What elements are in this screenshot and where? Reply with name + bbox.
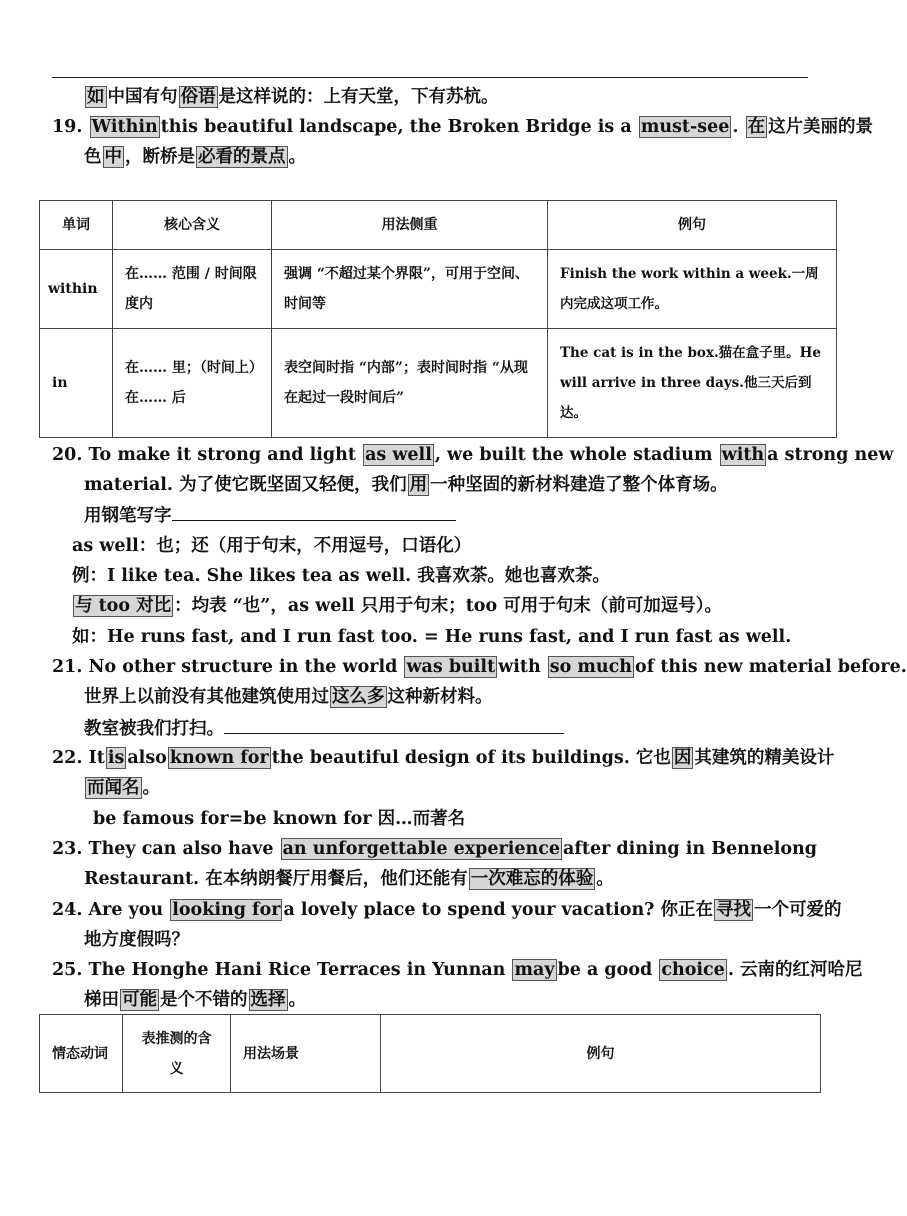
text: 例：I like tea. She likes tea as well. 我喜欢茶。她也喜欢茶。	[72, 566, 610, 586]
text: 。	[142, 778, 160, 798]
table-cell: 在…… 里；（时间上）在…… 后	[113, 329, 272, 438]
highlight: 一次难忘的体验	[470, 869, 594, 889]
text: 是个不错的	[160, 990, 248, 1010]
text: 地方度假吗？	[84, 930, 189, 950]
table-header-row	[40, 1015, 821, 1093]
highlight: known for	[169, 748, 269, 768]
header-cell: 情态动词	[40, 1015, 123, 1093]
text: material. 为了使它既坚固又轻便，我们	[84, 475, 407, 495]
header-cell: 用法场景	[231, 1015, 381, 1093]
note-example-2	[72, 624, 791, 650]
highlight: so much	[549, 657, 633, 677]
note-comparison	[72, 593, 722, 619]
text: 色	[84, 147, 102, 167]
item-number: 23.	[52, 839, 83, 859]
highlight: looking for	[172, 900, 281, 920]
highlight: with	[721, 445, 765, 465]
text: 。	[596, 869, 614, 889]
text: 。	[288, 147, 306, 167]
text: 一种坚固的新材料建造了整个体育场。	[430, 475, 728, 495]
note-as-well	[72, 533, 471, 559]
table-row	[40, 250, 837, 329]
text: 是这样说的：上有天堂，下有苏杭。	[218, 87, 499, 107]
highlight: 俗语	[180, 87, 216, 107]
text: the beautiful design of its buildings. 它也	[271, 748, 671, 768]
item-number: 25.	[52, 960, 83, 980]
highlight: was built	[406, 657, 496, 677]
text: , we built the whole stadium	[434, 445, 713, 465]
exercise-blank-line	[84, 502, 456, 529]
text: 如：He runs fast, and I run fast too. = He runs fast, and I run fast as well.	[72, 627, 792, 647]
sentence-23	[52, 836, 817, 862]
text: To make it strong and light	[88, 445, 356, 465]
header-cell: 例句	[548, 201, 837, 250]
text: 教室被我们打扫。	[84, 719, 224, 739]
text: ，断桥是	[125, 147, 195, 167]
highlight: 因	[673, 748, 692, 768]
header-cell: 单词	[40, 201, 113, 250]
sentence-19-cont	[84, 144, 306, 170]
table-cell: 强调 “不超过某个界限”，可用于空间、时间等	[272, 250, 548, 329]
highlight: 与 too 对比	[75, 596, 172, 616]
table-cell: in	[40, 329, 113, 438]
sentence-21	[52, 654, 907, 680]
text: 梯田	[84, 990, 119, 1010]
text: this beautiful landscape, the Broken Bridge is a	[160, 117, 632, 137]
sentence-24-cont	[84, 927, 189, 953]
text: after dining in Bennelong	[563, 839, 817, 859]
text: 一个可爱的	[754, 900, 842, 920]
answer-blank[interactable]	[224, 715, 564, 734]
highlight: 寻找	[716, 900, 752, 920]
answer-blank[interactable]	[172, 502, 456, 521]
text: with	[498, 657, 541, 677]
text: 。	[288, 990, 306, 1010]
text: be famous for=be known for 因…而著名	[93, 809, 466, 829]
text: be a good	[557, 960, 653, 980]
text: .	[732, 117, 739, 137]
modal-verbs-table	[39, 1014, 821, 1093]
text: The Honghe Hani Rice Terraces in Yunnan	[88, 960, 506, 980]
text: Are you	[88, 900, 164, 920]
sentence-25	[52, 957, 863, 983]
table-cell: 表空间时指 “内部”；表时间时指 “从现在起过一段时间后”	[272, 329, 548, 438]
highlight: is	[107, 748, 125, 768]
within-in-comparison-table	[39, 200, 837, 438]
item-number: 24.	[52, 900, 83, 920]
highlight: an unforgettable experience	[282, 839, 561, 859]
text: also	[127, 748, 167, 768]
sentence-20-cont	[84, 472, 728, 498]
text: 世界上以前没有其他建筑使用过	[84, 687, 329, 707]
note-known-for	[93, 806, 465, 832]
text: . 云南的红河哈尼	[727, 960, 863, 980]
highlight: 可能	[122, 990, 157, 1010]
top-divider	[52, 77, 808, 78]
sentence-18-translation-end	[84, 84, 499, 110]
text: as well：也；还（用于句末，不用逗号，口语化）	[72, 536, 472, 556]
highlight: 如	[87, 87, 105, 107]
exercise-blank-line	[84, 715, 564, 742]
text: They can also have	[88, 839, 274, 859]
highlight: 而闻名	[87, 778, 140, 798]
text: Restaurant. 在本纳朗餐厅用餐后，他们还能有	[84, 869, 468, 889]
sentence-19	[52, 114, 873, 140]
text: It	[88, 748, 105, 768]
highlight: Within	[91, 117, 158, 137]
table-cell: 在…… 范围 / 时间限度内	[113, 250, 272, 329]
table-cell: Finish the work within a week.一周内完成这项工作。	[548, 250, 837, 329]
sentence-24	[52, 897, 842, 923]
highlight: 这么多	[332, 687, 385, 707]
text: a lovely place to spend your vacation? 你正在	[283, 900, 714, 920]
highlight: 选择	[250, 990, 286, 1010]
text: No other structure in the world	[88, 657, 398, 677]
text: a strong new	[767, 445, 894, 465]
highlight: as well	[365, 445, 432, 465]
table-cell: The cat is in the box.猫在盒子里。He will arrive in three days.他三天后到达。	[548, 329, 837, 438]
item-number: 20.	[52, 445, 83, 465]
table-row	[40, 329, 837, 438]
table-header-row	[40, 201, 837, 250]
note-example	[72, 563, 610, 589]
sentence-22-cont	[84, 775, 160, 801]
sentence-20	[52, 442, 893, 468]
text: 这片美丽的景	[768, 117, 874, 137]
highlight: 必看的景点	[198, 147, 286, 167]
text: 其建筑的精美设计	[694, 748, 835, 768]
table-cell: within	[40, 250, 113, 329]
highlight: must-see	[640, 117, 730, 137]
highlight: 中	[104, 147, 122, 167]
header-cell: 用法侧重	[272, 201, 548, 250]
sentence-22	[52, 745, 834, 771]
text: 这种新材料。	[387, 687, 493, 707]
text: 中国有句	[107, 87, 178, 107]
item-number: 21.	[52, 657, 83, 677]
sentence-23-cont	[84, 866, 614, 892]
header-cell: 表推测的含义	[123, 1015, 231, 1093]
highlight: choice	[661, 960, 725, 980]
text: 用钢笔写字	[84, 506, 172, 526]
highlight: 用	[409, 475, 428, 495]
text: of this new material before.	[635, 657, 907, 677]
header-cell: 例句	[381, 1015, 821, 1093]
text: ：均表 “也”，as well 只用于句末；too 可用于句末（前可加逗号）。	[174, 596, 722, 616]
item-number: 22.	[52, 748, 83, 768]
highlight: 在	[747, 117, 766, 137]
highlight: may	[514, 960, 555, 980]
sentence-25-cont	[84, 987, 306, 1013]
sentence-21-translation	[84, 684, 493, 710]
header-cell: 核心含义	[113, 201, 272, 250]
item-number: 19.	[52, 117, 83, 137]
